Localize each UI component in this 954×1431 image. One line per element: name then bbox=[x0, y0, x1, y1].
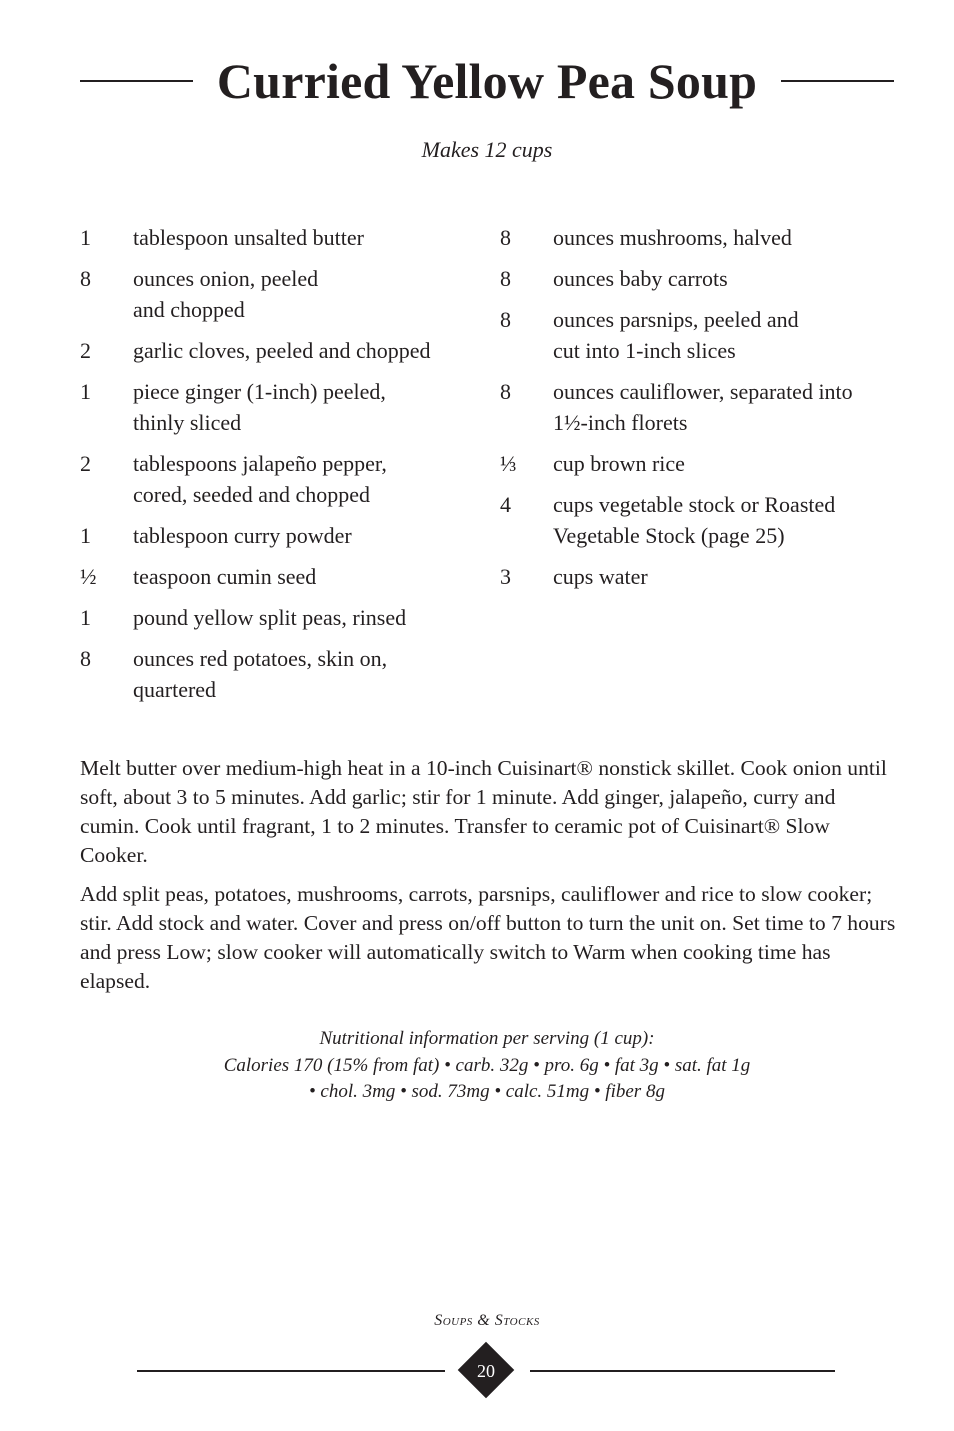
ingredient-item bbox=[500, 304, 900, 366]
ingredient-quantity: 8 bbox=[500, 225, 511, 250]
nutrition-info bbox=[0, 1026, 954, 1106]
ingredient-item bbox=[80, 643, 480, 705]
ingredient-quantity: 2 bbox=[80, 338, 91, 363]
ingredient-item bbox=[80, 263, 480, 325]
ingredient-item bbox=[80, 520, 480, 551]
ingredient-description: ounces baby carrots bbox=[553, 266, 728, 291]
ingredient-quantity: 8 bbox=[80, 266, 91, 291]
ingredient-description: tablespoon unsalted butter bbox=[133, 225, 364, 250]
ingredient-item bbox=[500, 376, 900, 438]
ingredient-description: ounces parsnips, peeled and cut into 1-inch slices bbox=[553, 307, 799, 363]
ingredient-description: ounces mushrooms, halved bbox=[553, 225, 792, 250]
ingredient-description: teaspoon cumin seed bbox=[133, 564, 317, 589]
ingredient-item bbox=[500, 489, 900, 551]
recipe-yield: Makes 12 cups bbox=[421, 137, 553, 162]
ingredient-quantity: 1 bbox=[80, 379, 91, 404]
ingredient-quantity: 8 bbox=[500, 266, 511, 291]
page-title: Curried Yellow Pea Soup bbox=[216, 53, 758, 109]
ingredient-item bbox=[80, 335, 480, 366]
ingredient-quantity: 4 bbox=[500, 492, 511, 517]
ingredient-description: cups vegetable stock or Roasted Vegetable Stock (page 25) bbox=[553, 492, 836, 548]
ingredient-quantity: ⅓ bbox=[500, 451, 517, 476]
title-row bbox=[80, 48, 894, 114]
ingredient-description: cup brown rice bbox=[553, 451, 685, 476]
ingredient-quantity: 1 bbox=[80, 523, 91, 548]
ingredient-quantity: 2 bbox=[80, 451, 91, 476]
ingredient-quantity: 8 bbox=[500, 307, 511, 332]
ingredient-quantity: 1 bbox=[80, 605, 91, 630]
ingredient-quantity: 8 bbox=[500, 379, 511, 404]
nutrition-line: • chol. 3mg • sod. 73mg • calc. 51mg • fiber 8g bbox=[309, 1081, 665, 1102]
instruction-paragraph: Melt butter over medium-high heat in a 10-inch Cuisinart® nonstick skillet. Cook onion until soft, about 3 to 5 minutes. Add garlic; stir for 1 minute. Add ginger, jalapeño, curry and cumin. Cook until fragrant, 1 to 2 minutes. Transfer to ceramic pot of Cuisinart® Slow Cooker. bbox=[80, 756, 887, 867]
ingredient-description: ounces cauliflower, separated into 1½-inch florets bbox=[553, 379, 853, 435]
ingredient-description: ounces onion, peeled and chopped bbox=[133, 266, 319, 322]
ingredient-item bbox=[80, 222, 480, 253]
ingredient-description: pound yellow split peas, rinsed bbox=[133, 605, 407, 630]
title-rule-right bbox=[781, 80, 894, 82]
nutrition-heading: Nutritional information per serving (1 cup): bbox=[319, 1028, 655, 1049]
ingredient-item bbox=[500, 222, 900, 253]
ingredient-item bbox=[80, 561, 480, 592]
instructions bbox=[80, 754, 900, 1006]
ingredient-quantity: 8 bbox=[80, 646, 91, 671]
ingredient-item bbox=[80, 376, 480, 438]
ingredient-description: piece ginger (1-inch) peeled, thinly sliced bbox=[133, 379, 386, 435]
footer-section-title: Soups & Stocks bbox=[434, 1312, 540, 1329]
ingredient-description: ounces red potatoes, skin on, quartered bbox=[133, 646, 388, 702]
ingredient-item bbox=[500, 263, 900, 294]
instruction-paragraph: Add split peas, potatoes, mushrooms, carrots, parsnips, cauliflower and rice to slow cooker; stir. Add stock and water. Cover and press on/off button to turn the unit on. Set time to 7 hours and press Low; slow cooker will automatically switch to Warm when cooking time has elapsed. bbox=[80, 882, 896, 993]
ingredient-description: cups water bbox=[553, 564, 648, 589]
ingredient-item bbox=[80, 448, 480, 510]
ingredient-quantity: 3 bbox=[500, 564, 511, 589]
ingredient-item bbox=[500, 448, 900, 479]
nutrition-line: Calories 170 (15% from fat) • carb. 32g • pro. 6g • fat 3g • sat. fat 1g bbox=[223, 1054, 751, 1076]
ingredient-item bbox=[500, 561, 900, 592]
ingredients-right-column bbox=[500, 222, 900, 602]
ingredient-description: garlic cloves, peeled and chopped bbox=[133, 338, 431, 363]
ingredient-description: tablespoon curry powder bbox=[133, 523, 352, 548]
ingredient-quantity: 1 bbox=[80, 225, 91, 250]
footer-rule-left bbox=[137, 1370, 445, 1372]
ingredients-left-column bbox=[80, 222, 480, 715]
ingredient-description: tablespoons jalapeño pepper, cored, seeded and chopped bbox=[133, 451, 387, 507]
ingredient-quantity: ½ bbox=[80, 564, 97, 589]
ingredient-item bbox=[80, 602, 480, 633]
footer-rule-right bbox=[530, 1370, 835, 1372]
title-rule-left bbox=[80, 80, 193, 82]
page-number: 20 bbox=[477, 1361, 495, 1381]
